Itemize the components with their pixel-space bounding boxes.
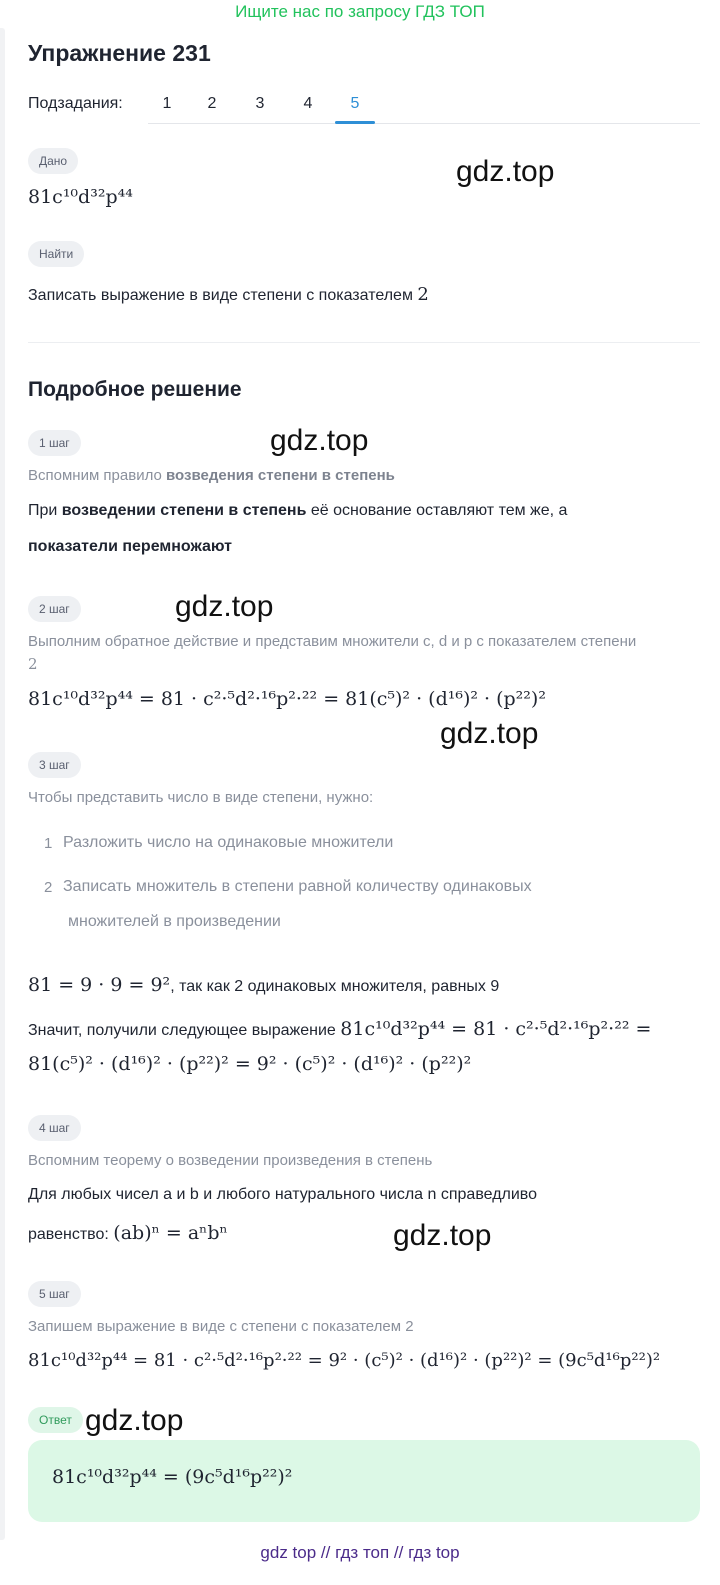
step3-line1-text: , так как 2 одинаковых множителя, равных 9 (170, 978, 500, 995)
step3-line1 (28, 974, 499, 996)
step2-hint: Выполним обратное действие и представим множители c, d и p с показателем степени (28, 633, 637, 650)
step4-badge: 4 шаг (28, 1115, 81, 1141)
step4-hint: Вспомним теорему о возведении произведения в степень (28, 1152, 433, 1169)
given-expression: 81c¹⁰d³²p⁴⁴ (28, 186, 133, 208)
subtask-tab-4[interactable]: 4 (303, 95, 313, 112)
step1-hint-text: Вспомним правило (28, 467, 167, 484)
step3-item1-text: Разложить число на одинаковые множители (63, 834, 394, 851)
footer-links[interactable]: gdz top // гдз топ // гдз top (260, 1543, 460, 1562)
page-title: Упражнение 231 (28, 40, 211, 66)
step1-badge: 1 шаг (28, 430, 81, 456)
step3-line2-math: 81c¹⁰d³²p⁴⁴ = 81 · c²·⁵d²·¹⁶p²·²² = (340, 1018, 652, 1040)
search-banner[interactable]: Ищите нас по запросу ГДЗ ТОП (235, 2, 485, 21)
step2-expression: 81c¹⁰d³²p⁴⁴ = 81 · c²·⁵d²·¹⁶p²·²² = 81(c⁵)² · (d¹⁶)² · (p²²)² (28, 688, 546, 710)
step1-line2: показатели перемножают (28, 538, 232, 555)
find-exponent: 2 (417, 284, 429, 305)
watermark: gdz.top (440, 717, 539, 750)
section-divider (28, 342, 700, 343)
step1-hint (28, 467, 395, 484)
step3-hint: Чтобы представить число в виде степени, нужно: (28, 789, 374, 806)
left-rule (0, 28, 5, 1540)
subtask-tab-1[interactable]: 1 (162, 95, 172, 112)
step4-line2-math: (ab)ⁿ = aⁿbⁿ (113, 1222, 228, 1244)
step3-line2 (28, 1018, 651, 1040)
step4-line1: Для любых чисел a и b и любого натурального числа n справедливо (28, 1186, 538, 1203)
step5-expression: 81c¹⁰d³²p⁴⁴ = 81 · c²·⁵d²·¹⁶p²·²² = 9² · (c⁵)² · (d¹⁶)² · (p²²)² = (9c⁵d¹⁶p²²)² (28, 1350, 661, 1371)
step1-line1-bold: возведении степени в степень (61, 502, 307, 519)
active-tab-indicator (335, 121, 375, 124)
watermark: gdz.top (85, 1404, 184, 1437)
step1-hint-bold: возведения степени в степень (166, 467, 395, 484)
step2-hint-exponent: 2 (28, 655, 38, 673)
subtask-tab-5[interactable]: 5 (350, 95, 360, 112)
step4-line2 (28, 1222, 228, 1244)
step1-line1-pre: При (28, 502, 62, 519)
step3-item2-text: Записать множитель в степени равной количеству одинаковых (63, 878, 532, 895)
step3-item2-continuation: множителей в произведении (68, 913, 281, 930)
subtasks-divider (148, 123, 700, 124)
step3-item1-number: 1 (44, 835, 53, 852)
answer-expression: 81c¹⁰d³²p⁴⁴ = (9c⁵d¹⁶p²²)² (52, 1466, 293, 1488)
find-label: Записать выражение в виде степени с показателем (28, 287, 413, 304)
step3-item2-number: 2 (44, 879, 53, 896)
step5-hint: Запишем выражение в виде с степени с показателем 2 (28, 1318, 414, 1335)
watermark: gdz.top (393, 1219, 492, 1252)
answer-badge: Ответ (28, 1407, 83, 1433)
given-badge: Дано (28, 148, 78, 174)
find-text (28, 284, 429, 305)
subtask-tab-3[interactable]: 3 (255, 95, 265, 112)
watermark: gdz.top (456, 155, 555, 188)
step3-line3-math: 81(c⁵)² · (d¹⁶)² · (p²²)² = 9² · (c⁵)² · (d¹⁶)² · (p²²)² (28, 1053, 472, 1075)
watermark: gdz.top (270, 424, 369, 457)
watermark: gdz.top (175, 590, 274, 623)
step4-line2-text: равенство: (28, 1226, 109, 1243)
find-badge: Найти (28, 241, 84, 267)
step1-line1-post: её основание оставляют тем же, а (306, 502, 568, 519)
step3-badge: 3 шаг (28, 752, 81, 778)
step2-badge: 2 шаг (28, 596, 81, 622)
step5-badge: 5 шаг (28, 1281, 81, 1307)
subtasks-label: Подзадания: (28, 95, 123, 112)
solution-title: Подробное решение (28, 378, 242, 401)
step3-line2-text: Значит, получили следующее выражение (28, 1022, 336, 1039)
subtask-tab-2[interactable]: 2 (207, 95, 217, 112)
step3-line1-math: 81 = 9 · 9 = 9² (28, 974, 171, 996)
step1-line1 (28, 502, 567, 520)
